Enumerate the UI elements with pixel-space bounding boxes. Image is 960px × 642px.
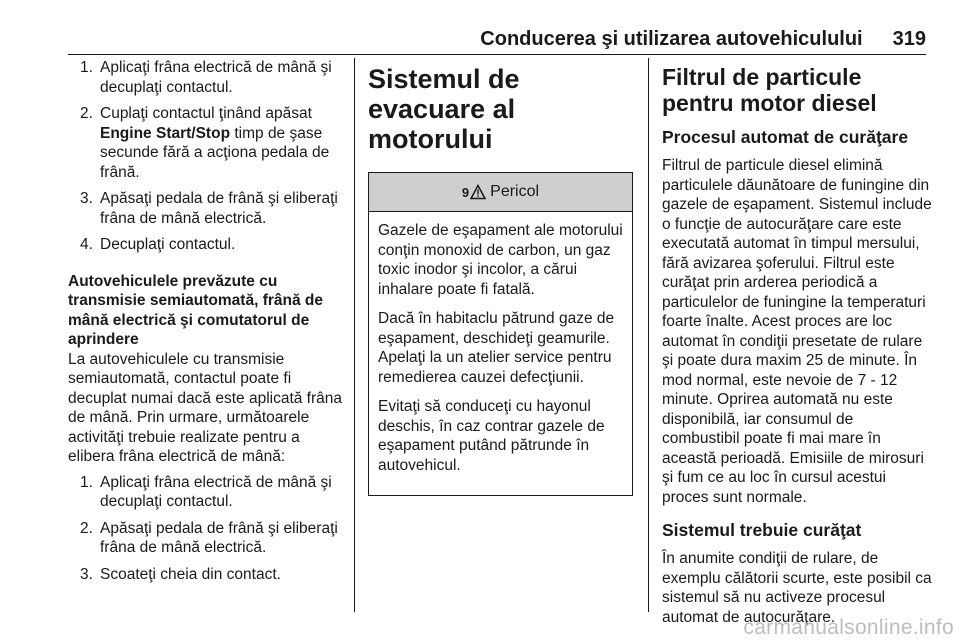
page-number: 319 (892, 27, 926, 50)
list-item: 1. Aplicaţi frâna electrică de mână şi decuplaţi contactul. (80, 59, 332, 96)
warning-title: Pericol (490, 183, 540, 200)
column-2 (368, 58, 633, 496)
paragraph: Filtrul de particule diesel elimină particulele dăunătoare de funingine din gazele de eşapament. Sistemul include o funcţie de autocurăţare care este executată automat în timpul mersului, fără avizarea şoferului. Filtrul este curăţat prin arderea periodică a particulelor de funingine la temperaturi foarte înalte. Acest proces are loc automat în condiţii presetate de rulare şi poate dura maxim 25 de minute. În mod normal, este nevoie de 7 - 12 minute. Oprirea automată nu este disponibilă, iar consumul de combustibil poate fi mai mare în această perioadă. Emisiile de mirosuri şi fum ce au loc în cursul acestui proces sunt normale. (662, 157, 932, 506)
watermark: carmanualsonline.info (743, 616, 954, 639)
list-item: 1. Aplicaţi frâna electrică de mână şi decuplaţi contactul. (80, 473, 332, 510)
paragraph: La autovehiculele cu transmisie semiautomată, contactul poate fi decuplat numai dacă este aplicată frâna de mână. Prin urmare, următoarele activităţi trebuie realizate pentru a elibera frâna electrică de mână: (68, 350, 343, 465)
subheading: Autovehiculele prevăzute cu transmisie semiautomată, frână de mână electrică şi comutatorul de aprindere (68, 272, 323, 348)
warning-header (369, 173, 632, 212)
list-item: 2. Cuplaţi contactul ţinând apăsat Engine Start/Stop timp de şase secunde fără a acţiona pedala de frână. (80, 105, 330, 181)
list-item: 3. Apăsaţi pedala de frână şi eliberaţi frâna de mână electrică. (80, 190, 338, 227)
warning-paragraph: Gazele de eşapament ale motorului conţin monoxid de carbon, un gaz toxic inodor şi incolor, a cărui inhalare poate fi fatală. (378, 222, 623, 298)
column-divider-1 (354, 58, 355, 612)
warning-paragraph: Evitaţi să conduceţi cu hayonul deschis, în caz contrar gazele de eşapament putând pătrunde în autovehicul. (378, 398, 605, 474)
list-item: 3. Scoateţi cheia din contact. (80, 565, 281, 583)
section-heading: Filtrul de particule pentru motor diesel (662, 64, 877, 116)
subsection-heading: Sistemul trebuie curăţat (662, 520, 862, 540)
column-divider-2 (648, 58, 649, 612)
steps-list-a (68, 58, 343, 255)
header-title: Conducerea şi utilizarea autovehiculului (480, 27, 863, 50)
warning-box (368, 172, 633, 496)
warning-paragraph: Dacă în habitaclu pătrund gaze de eşapament, deschideţi geamurile. Apelaţi la un atelier service pentru remedierea cauzei defecţiunii. (378, 310, 615, 386)
column-3 (662, 58, 932, 627)
steps-list-b (68, 473, 343, 585)
list-item: 2. Apăsaţi pedala de frână şi eliberaţi frâna de mână electrică. (80, 519, 338, 556)
warning-body (369, 212, 632, 495)
list-item: 4. Decuplaţi contactul. (80, 236, 236, 253)
warning-triangle-icon: 9 (462, 184, 486, 200)
column-1 (68, 58, 343, 591)
page-header (68, 24, 926, 55)
section-heading: Sistemul de evacuare al motorului (368, 64, 520, 154)
subsection-heading: Procesul automat de curăţare (662, 127, 909, 147)
engine-start-stop-label: Engine Start/Stop (100, 124, 231, 142)
paragraph: În anumite condiţii de rulare, de exemplu călătorii scurte, este posibil ca sistemul să nu activeze procesul automat de autocurăţare. (662, 550, 932, 626)
